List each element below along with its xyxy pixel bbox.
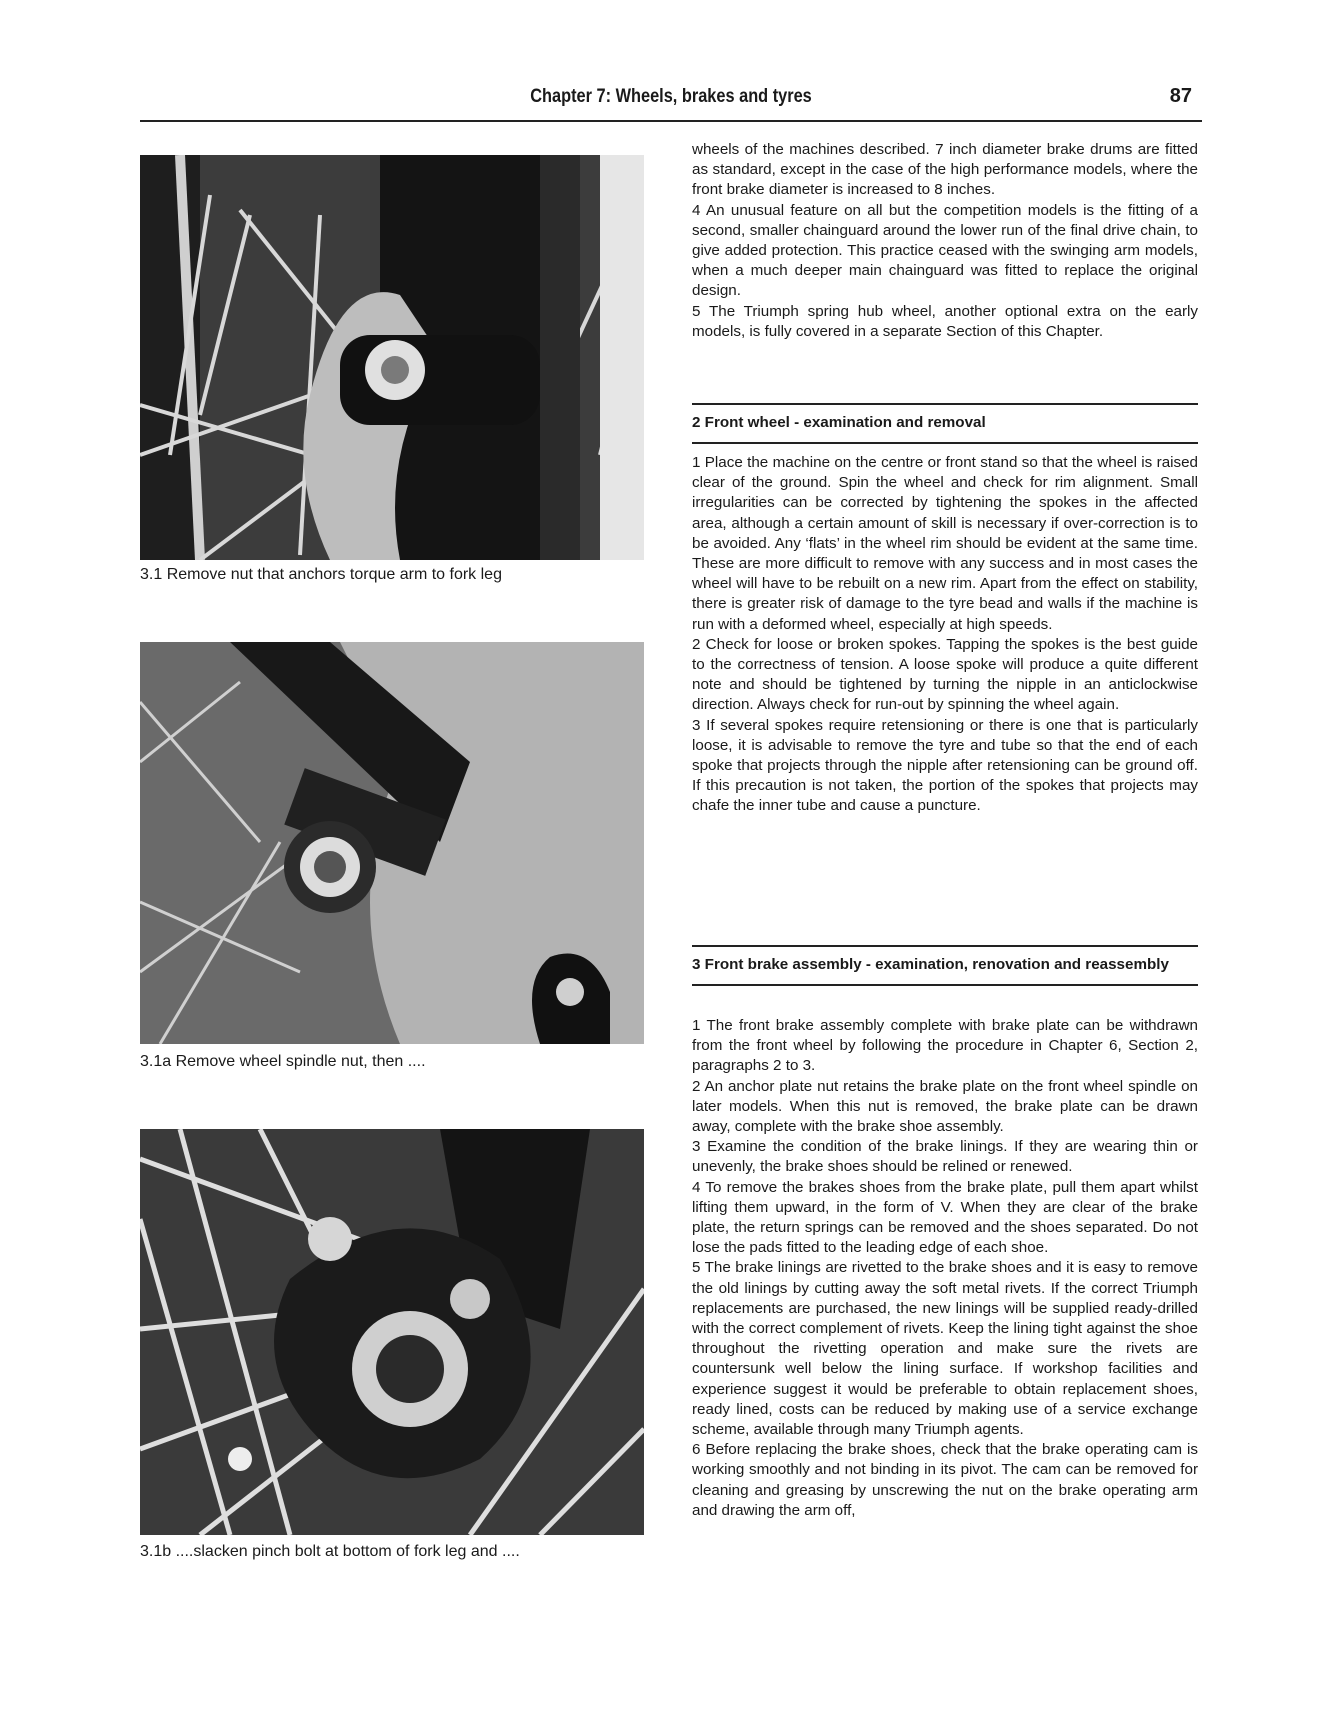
photo-spindle-nut (140, 642, 644, 1044)
photo-pinch-bolt-image (140, 1129, 644, 1535)
section-heading: 2 Front wheel - examination and removal (692, 403, 1198, 444)
chapter-title: Chapter 7: Wheels, brakes and tyres (530, 86, 812, 107)
photo-torque-arm-nut (140, 155, 644, 560)
paragraph: 1 Place the machine on the centre or front stand so that the wheel is raised clear of the ground. Spin the wheel and check for rim alignment. Small irregularities can be corrected by tightening the spokes in the affected area, although a certain amount of skill is necessary if over-correction is to be avoided. Any ‘flats’ in the wheel rim should be evident at the same time. These are more difficult to remove with any success and in most cases the wheel will have to be rebuilt on a new rim. Apart from the effect on stability, there is greater risk of damage to the tyre bead and walls if the machine is run with a deformed wheel, especially at high speeds. (692, 454, 1198, 633)
photo-caption: 3.1 Remove nut that anchors torque arm to fork leg (140, 566, 502, 583)
paragraph: 2 An anchor plate nut retains the brake plate on the front wheel spindle on later models. When this nut is removed, the brake plate can be drawn away, complete with the brake shoe assembly. (692, 1077, 1198, 1136)
paragraph: 3 Examine the condition of the brake linings. If they are wearing thin or unevenly, the brake shoes should be relined or renewed. (692, 1138, 1198, 1176)
paragraph: 6 Before replacing the brake shoes, check that the brake operating cam is working smoothly and not binding in its pivot. The cam can be removed for cleaning and greasing by unscrewing the nut on the brake operating arm and drawing the arm off, (692, 1441, 1198, 1519)
paragraph: wheels of the machines described. 7 inch diameter brake drums are fitted as standard, except in the case of the high performance models, where the front brake diameter is increased to 8 inches. (692, 141, 1198, 199)
photo-caption: 3.1b ....slacken pinch bolt at bottom of fork leg and .... (140, 1543, 520, 1560)
intro-text (692, 140, 1198, 342)
running-header (140, 82, 1202, 122)
paragraph: 1 The front brake assembly complete with brake plate can be withdrawn from the front wheel by following the procedure in Chapter 6, Section 2, paragraphs 2 to 3. (692, 1017, 1198, 1075)
photo-torque-arm-nut-image (140, 155, 644, 560)
photo-pinch-bolt (140, 1129, 644, 1535)
photo-spindle-nut-image (140, 642, 644, 1044)
section-2-text (692, 453, 1198, 817)
paragraph: 3 If several spokes require retensioning or there is one that is particularly loose, it is advisable to remove the tyre and tube so that the end of each spoke that projects through the nipple after retensioning can be ground off. If this precaution is not taken, the portion of the spokes that projects may chafe the inner tube and cause a puncture. (692, 716, 1198, 815)
paragraph: 5 The Triumph spring hub wheel, another optional extra on the early models, is fully covered in a separate Section of this Chapter. (692, 302, 1198, 340)
paragraph: 4 To remove the brakes shoes from the brake plate, pull them apart whilst lifting them upward, in the form of V. When they are clear of the brake plate, the return springs can be removed and the shoes separated. Do not lose the pads fitted to the leading edge of each shoe. (692, 1178, 1198, 1257)
paragraph: 5 The brake linings are rivetted to the brake shoes and it is easy to remove the old linings by cutting away the soft metal rivets. If the correct Triumph replacements are purchased, the new linings will be supplied ready-drilled with the correct complement of rivets. Keep the lining tight against the shoe throughout the rivetting operation and make sure the rivets are countersunk well below the lining surface. If workshop facilities and experience suggest it would be preferable to obtain replacement shoes, ready lined, costs can be reduced by making use of a service exchange scheme, available through many Triumph agents. (692, 1259, 1198, 1439)
page-number: 87 (1169, 85, 1192, 107)
photo-caption: 3.1a Remove wheel spindle nut, then .... (140, 1053, 426, 1070)
paragraph: 2 Check for loose or broken spokes. Tapping the spokes is the best guide to the correctness of tension. A loose spoke will produce a quite different note and should be tightened by turning the nipple in an anticlockwise direction. Always check for run-out by spinning the wheel again. (692, 635, 1198, 714)
paragraph: 4 An unusual feature on all but the competition models is the fitting of a second, smaller chainguard around the lower run of the final drive chain, to give added protection. This practice ceased with the swinging arm models, when a much deeper main chainguard was fitted to replace the original design. (692, 201, 1198, 300)
section-heading: 3 Front brake assembly - examination, renovation and reassembly (692, 945, 1198, 986)
section-3-text (692, 1016, 1198, 1521)
